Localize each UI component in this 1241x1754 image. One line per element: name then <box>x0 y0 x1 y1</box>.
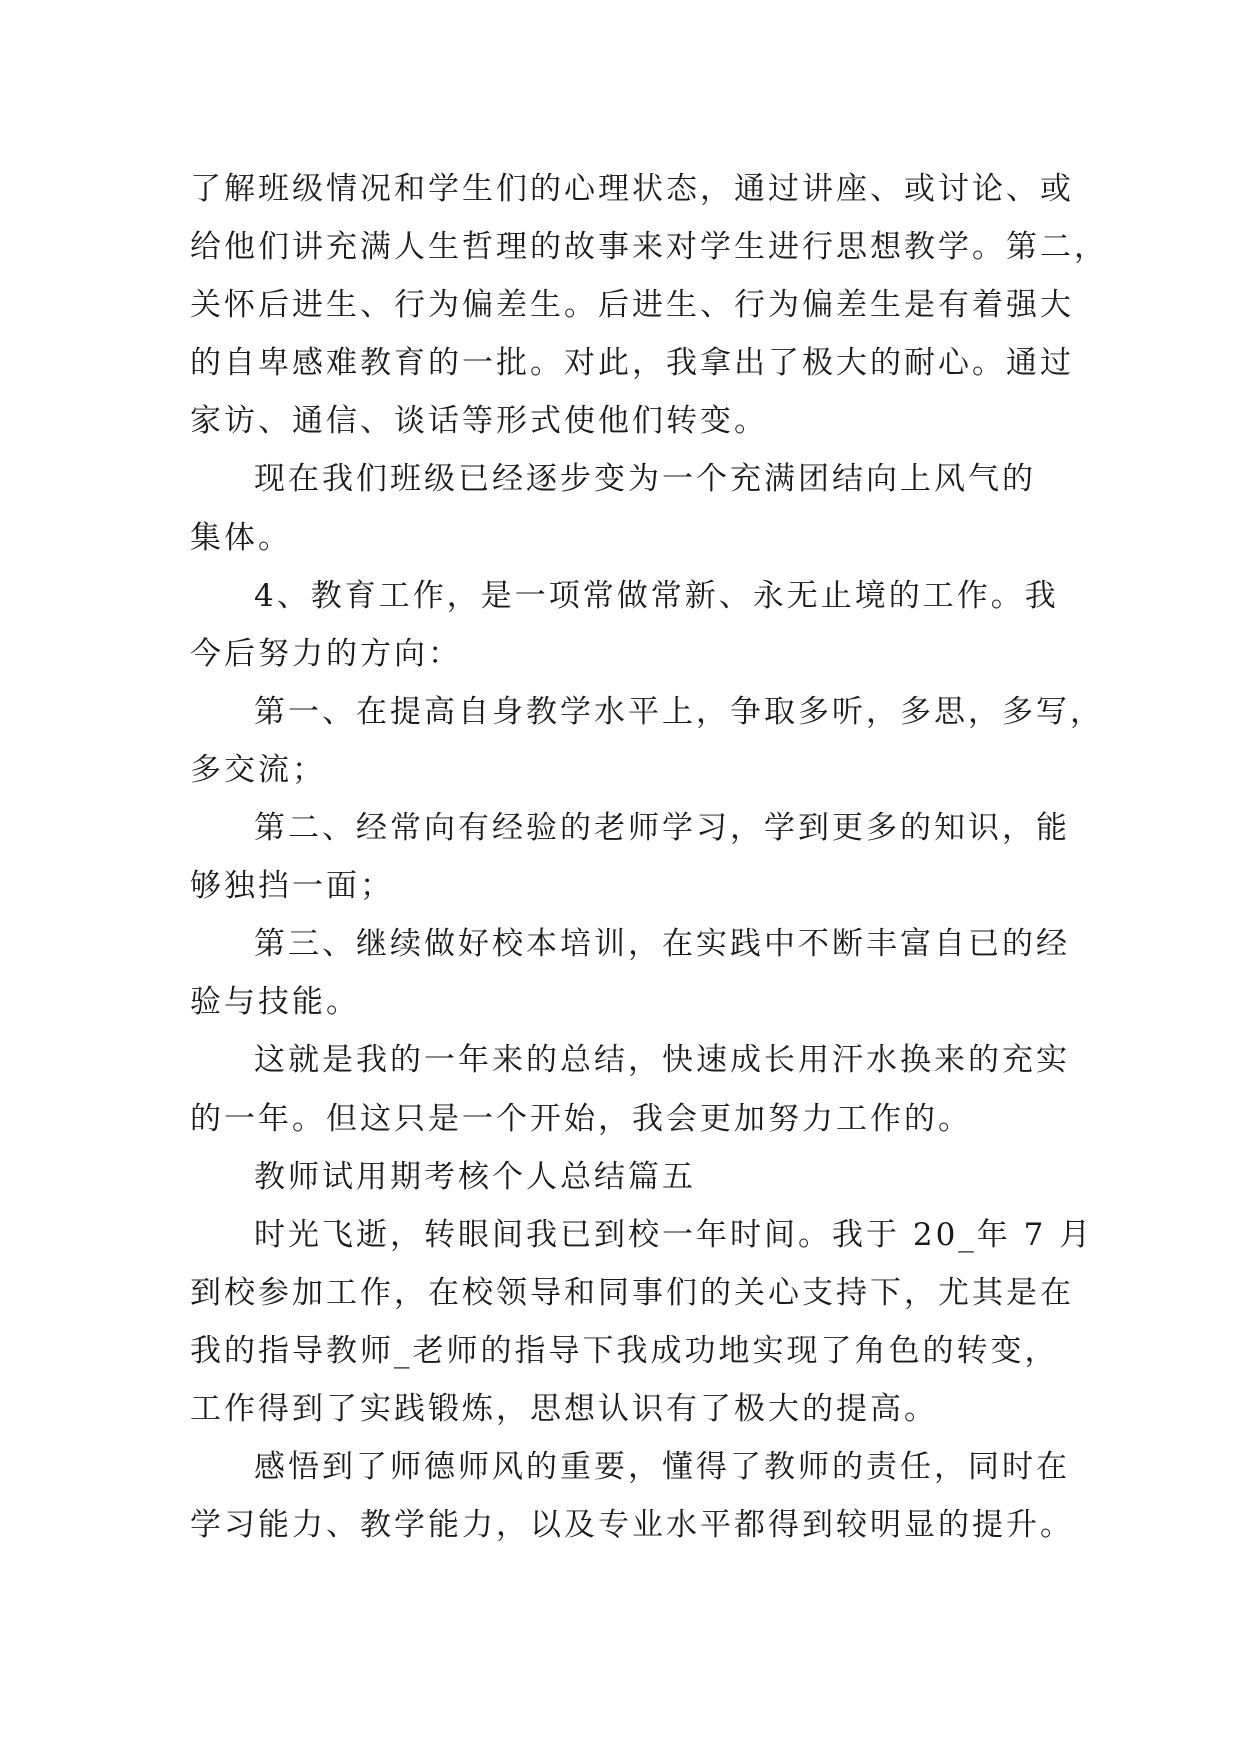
text-line: 关怀后进生、行为偏差生。后进生、行为偏差生是有着强大 <box>190 287 1074 324</box>
text-line: 工作得到了实践锻炼，思想认识有了极大的提高。 <box>190 1390 938 1427</box>
text-line: 够独挡一面； <box>190 868 394 905</box>
text-line: 时光飞逝，转眼间我已到校一年时间。我于 20_年 7 月 <box>254 1216 1094 1253</box>
text-line: 的一年。但这只是一个开始，我会更加努力工作的。 <box>190 1100 972 1137</box>
text-line: 家访、通信、谈话等形式使他们转变。 <box>190 403 768 440</box>
text-line: 给他们讲充满人生哲理的故事来对学生进行思想教学。第二， <box>190 229 1108 266</box>
text-line: 的自卑感难教育的一批。对此，我拿出了极大的耐心。通过 <box>190 345 1074 382</box>
text-line: 了解班级情况和学生们的心理状态，通过讲座、或讨论、或 <box>190 171 1074 207</box>
text-line: 今后努力的方向： <box>190 635 462 672</box>
text-line: 这就是我的一年来的总结，快速成长用汗水换来的充实 <box>254 1042 1070 1079</box>
text-line: 多交流； <box>190 751 326 788</box>
text-line: 4、教育工作，是一项常做常新、永无止境的工作。我 <box>254 577 1059 614</box>
text-line: 验与技能。 <box>190 984 360 1021</box>
text-line: 现在我们班级已经逐步变为一个充满团结向上风气的 <box>254 461 1036 498</box>
text-line: 感悟到了师德师风的重要，懂得了教师的责任，同时在 <box>254 1449 1070 1486</box>
text-line: 到校参加工作，在校领导和同事们的关心支持下，尤其是在 <box>190 1274 1074 1311</box>
text-line: 第一、在提高自身教学水平上，争取多听，多思，多写， <box>254 693 1104 730</box>
text-line: 学习能力、教学能力，以及专业水平都得到较明显的提升。 <box>190 1507 1074 1544</box>
text-line: 第二、经常向有经验的老师学习，学到更多的知识，能 <box>254 810 1070 847</box>
document-body <box>190 160 1108 1554</box>
text-line: 教师试用期考核个人总结篇五 <box>254 1158 696 1195</box>
text-line: 集体。 <box>190 519 292 556</box>
text-line: 我的指导教师_老师的指导下我成功地实现了角色的转变， <box>190 1332 1059 1369</box>
text-line: 第三、继续做好校本培训，在实践中不断丰富自已的经 <box>254 926 1070 963</box>
